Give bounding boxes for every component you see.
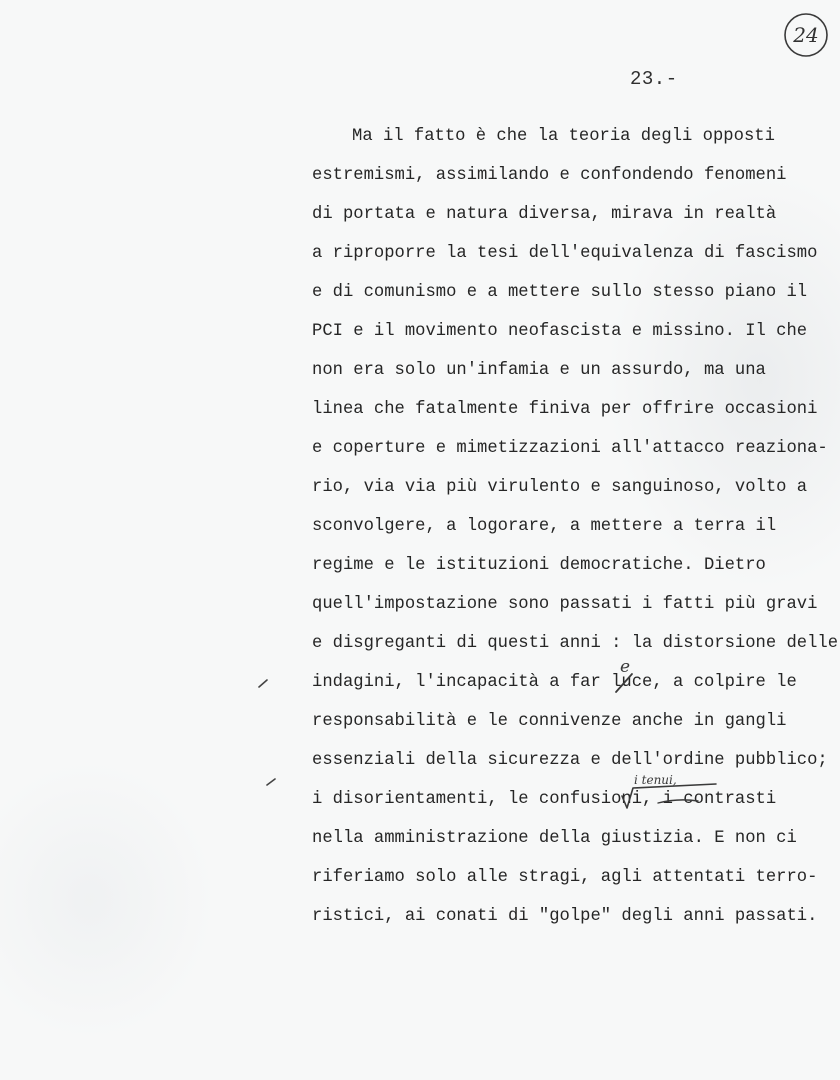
text-line: riferiamo solo alle stragi, agli attentati terro- <box>312 868 818 887</box>
text-line: a riproporre la tesi dell'equivalenza di fascismo <box>312 244 818 263</box>
text-line: i disorientamenti, le confusioni, i contrasti <box>312 790 777 809</box>
insert-tenui-text: i tenui, <box>634 773 677 787</box>
text-line: PCI e il movimento neofascista e missino. Il che <box>312 322 808 341</box>
text-line: non era solo un'infamia e un assurdo, ma una <box>312 361 766 380</box>
text-line: sconvolgere, a logorare, a mettere a terra il <box>312 517 777 536</box>
handwritten-insert-tenui <box>618 770 728 812</box>
text-line: regime e le istituzioni democratiche. Dietro <box>312 556 766 575</box>
text-line: nella amministrazione della giustizia. E non ci <box>312 829 797 848</box>
insert-e-text: e <box>620 658 631 677</box>
text-line: e coperture e mimetizzazioni all'attacco reaziona- <box>312 439 828 458</box>
text-line: linea che fatalmente finiva per offrire occasioni <box>312 400 818 419</box>
text-line: quell'impostazione sono passati i fatti più gravi <box>312 595 818 614</box>
text-line: estremismi, assimilando e confondendo fenomeni <box>312 166 787 185</box>
text-line: e di comunismo e a mettere sullo stesso piano il <box>312 283 808 302</box>
text-line: responsabilità e le connivenze anche in gangli <box>312 712 787 731</box>
stamp-number: 24 <box>793 23 819 47</box>
margin-tick-mark <box>266 776 276 786</box>
page-stamp <box>781 10 831 60</box>
text-line: essenziali della sicurezza e dell'ordine pubblico; <box>312 751 828 770</box>
text-line: di portata e natura diversa, mirava in realtà <box>312 205 777 224</box>
text-line: e disgreganti di questi anni : la distorsione delle <box>312 634 839 653</box>
text-line: Ma il fatto è che la teoria degli opposti <box>352 127 775 146</box>
margin-tick-mark <box>258 678 268 688</box>
text-line: indagini, l'incapacità a far luce, a colpire le <box>312 673 797 692</box>
page-number: 23.- <box>630 68 678 90</box>
text-line: ristici, ai conati di "golpe" degli anni passati. <box>312 907 818 926</box>
handwritten-insert-e <box>612 658 642 694</box>
text-line: rio, via via più virulento e sanguinoso, volto a <box>312 478 808 497</box>
typed-paragraph <box>312 122 839 941</box>
